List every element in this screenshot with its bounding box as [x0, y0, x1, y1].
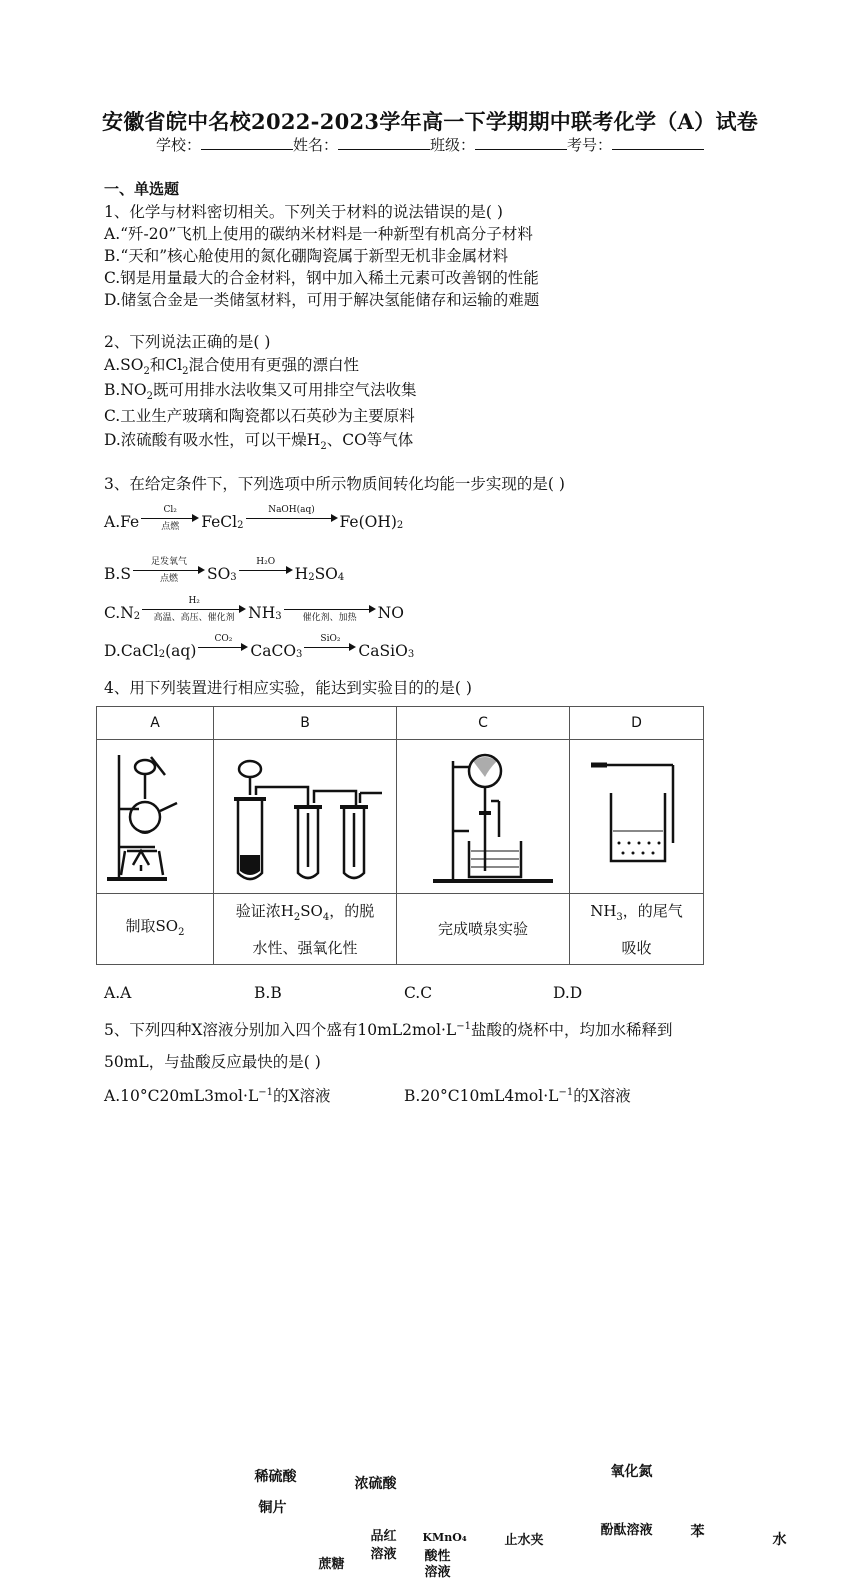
- reaction-arrow: H₂ 高温、高压、催化剂: [142, 596, 246, 622]
- caption-c: 完成喷泉实验: [397, 894, 570, 965]
- q2-option-b: $B.NO_2$既可用排水法收集又可用排空气法收集: [104, 381, 417, 403]
- label-conc-sulfuric: 浓硫酸: [354, 1475, 397, 1492]
- q2-option-a: $A.SO_2$和$Cl_2$混合使用有更强的漂白性: [104, 356, 360, 378]
- label-nitrogen-oxide: 氧化氮: [610, 1463, 653, 1480]
- q1-option-d: D.储氢合金是一类储氢材料，可用于解决氢能储存和运输的难题: [104, 291, 540, 309]
- col-header-a: A: [97, 707, 214, 740]
- q1-option-a: A.“歼-20”飞机上使用的碳纳米材料是一种新型有机高分子材料: [104, 225, 533, 243]
- reaction-arrow: Cl₂ 点燃: [141, 505, 199, 531]
- label-acidic: 酸性: [424, 1548, 451, 1564]
- q1-stem: 1、化学与材料密切相关。下列关于材料的说法错误的是( ): [104, 203, 503, 221]
- school-blank[interactable]: [201, 135, 293, 150]
- label-solution-2: 溶液: [424, 1564, 451, 1580]
- section-heading: 一、单选题: [104, 180, 180, 198]
- q3-option-a: A. Fe Cl₂ 点燃 FeCl $_2$ NaOH(aq) Fe(OH) $_2$: [104, 505, 404, 532]
- caption-a: 制取$SO_2$: [97, 894, 214, 965]
- caption-d: $NH_3$，的尾气 吸收: [570, 894, 704, 965]
- class-blank[interactable]: [475, 135, 567, 150]
- label-magenta: 品红: [370, 1528, 397, 1544]
- apparatus-c-drawing: [403, 747, 563, 887]
- reaction-arrow: SiO₂: [304, 634, 356, 660]
- q5-option-b: $B.20^\circ C10mL4mol\cdot L^{-1}$的X溶液: [404, 1086, 631, 1105]
- reaction-arrow: 催化剂、加热: [284, 596, 376, 622]
- q4-option-d: D.D: [553, 984, 583, 1002]
- q5-option-a: $A.10^\circ C20mL3mol\cdot L^{-1}$的X溶液: [104, 1086, 331, 1105]
- reaction-arrow: NaOH(aq): [246, 505, 338, 531]
- apparatus-b-drawing: [220, 747, 390, 887]
- q4-option-c: C.C: [404, 984, 433, 1002]
- name-label: 姓名：: [292, 136, 338, 154]
- label-water: 水: [772, 1531, 787, 1548]
- q3-stem: 3、在给定条件下，下列选项中所示物质间转化均能一步实现的是( ): [104, 475, 565, 493]
- label-kmno4: KMnO₄: [422, 1530, 467, 1544]
- label-dilute-sulfuric: 稀硫酸: [254, 1468, 297, 1485]
- name-blank[interactable]: [338, 135, 430, 150]
- reaction-arrow: 足发氧气 点燃: [133, 557, 205, 583]
- caption-b: 验证浓$H_2SO_4$，的脱 水性、强氧化性: [214, 894, 397, 965]
- q2-stem: 2、下列说法正确的是( ): [104, 333, 271, 351]
- label-phenolphthalein: 酚酞溶液: [600, 1522, 653, 1538]
- apparatus-d-drawing: [577, 747, 697, 887]
- q2-option-d: D.浓硫酸有吸水性，可以干燥$H_2$、CO等气体: [104, 431, 414, 453]
- apparatus-a-drawing: [105, 747, 205, 887]
- reaction-arrow: CO₂: [198, 634, 248, 660]
- label-copper: 铜片: [258, 1499, 287, 1516]
- col-header-d: D: [570, 707, 704, 740]
- q4-option-b: B.B: [254, 984, 282, 1002]
- q2-option-c: C.工业生产玻璃和陶瓷都以石英砂为主要原料: [104, 407, 415, 425]
- q1-option-c: C.钢是用量最大的合金材料，钢中加入稀土元素可改善钢的性能: [104, 269, 539, 287]
- student-info-fields: [0, 134, 860, 155]
- label-benzene: 苯: [690, 1523, 705, 1540]
- label-solution: 溶液: [370, 1546, 397, 1562]
- id-label: 考号：: [567, 136, 613, 154]
- class-label: 班级：: [430, 136, 476, 154]
- q5-stem-line2: 50mL，与盐酸反应最快的是( ): [104, 1053, 321, 1071]
- q4-option-a: A.A: [104, 984, 132, 1002]
- q1-option-b: B.“天和”核心舱使用的氮化硼陶瓷属于新型无机非金属材料: [104, 247, 509, 265]
- id-blank[interactable]: [612, 135, 704, 150]
- reaction-arrow: H₂O: [239, 557, 293, 583]
- q4-stem: 4、用下列装置进行相应实验，能达到实验目的的是( ): [104, 679, 472, 697]
- col-header-c: C: [397, 707, 570, 740]
- label-sucrose: 蔗糖: [318, 1556, 345, 1572]
- col-header-b: B: [214, 707, 397, 740]
- q3-option-b: B. S 足发氧气 点燃 SO $_3$ H₂O H $_2$ SO $_4$: [104, 557, 345, 584]
- label-clamp: 止水夹: [504, 1532, 544, 1548]
- q5-stem-line1: 5、下列四种X溶液分别加入四个盛有$10mL2mol\cdot L^{-1}$盐酸的烧杯中，均加水稀释到: [104, 1020, 673, 1039]
- exam-title: 安徽省皖中名校2022-2023学年高一下学期期中联考化学（A）试卷: [101, 109, 759, 134]
- q3-option-d: D. CaCl $_2$ (aq) CO₂ CaCO $_3$ SiO₂ CaSiO $_3$: [104, 634, 415, 660]
- school-label: 学校：: [155, 136, 201, 154]
- q3-option-c: C. N $_2$ H₂ 高温、高压、催化剂 NH $_3$ 催化剂、加热 NO: [104, 596, 404, 623]
